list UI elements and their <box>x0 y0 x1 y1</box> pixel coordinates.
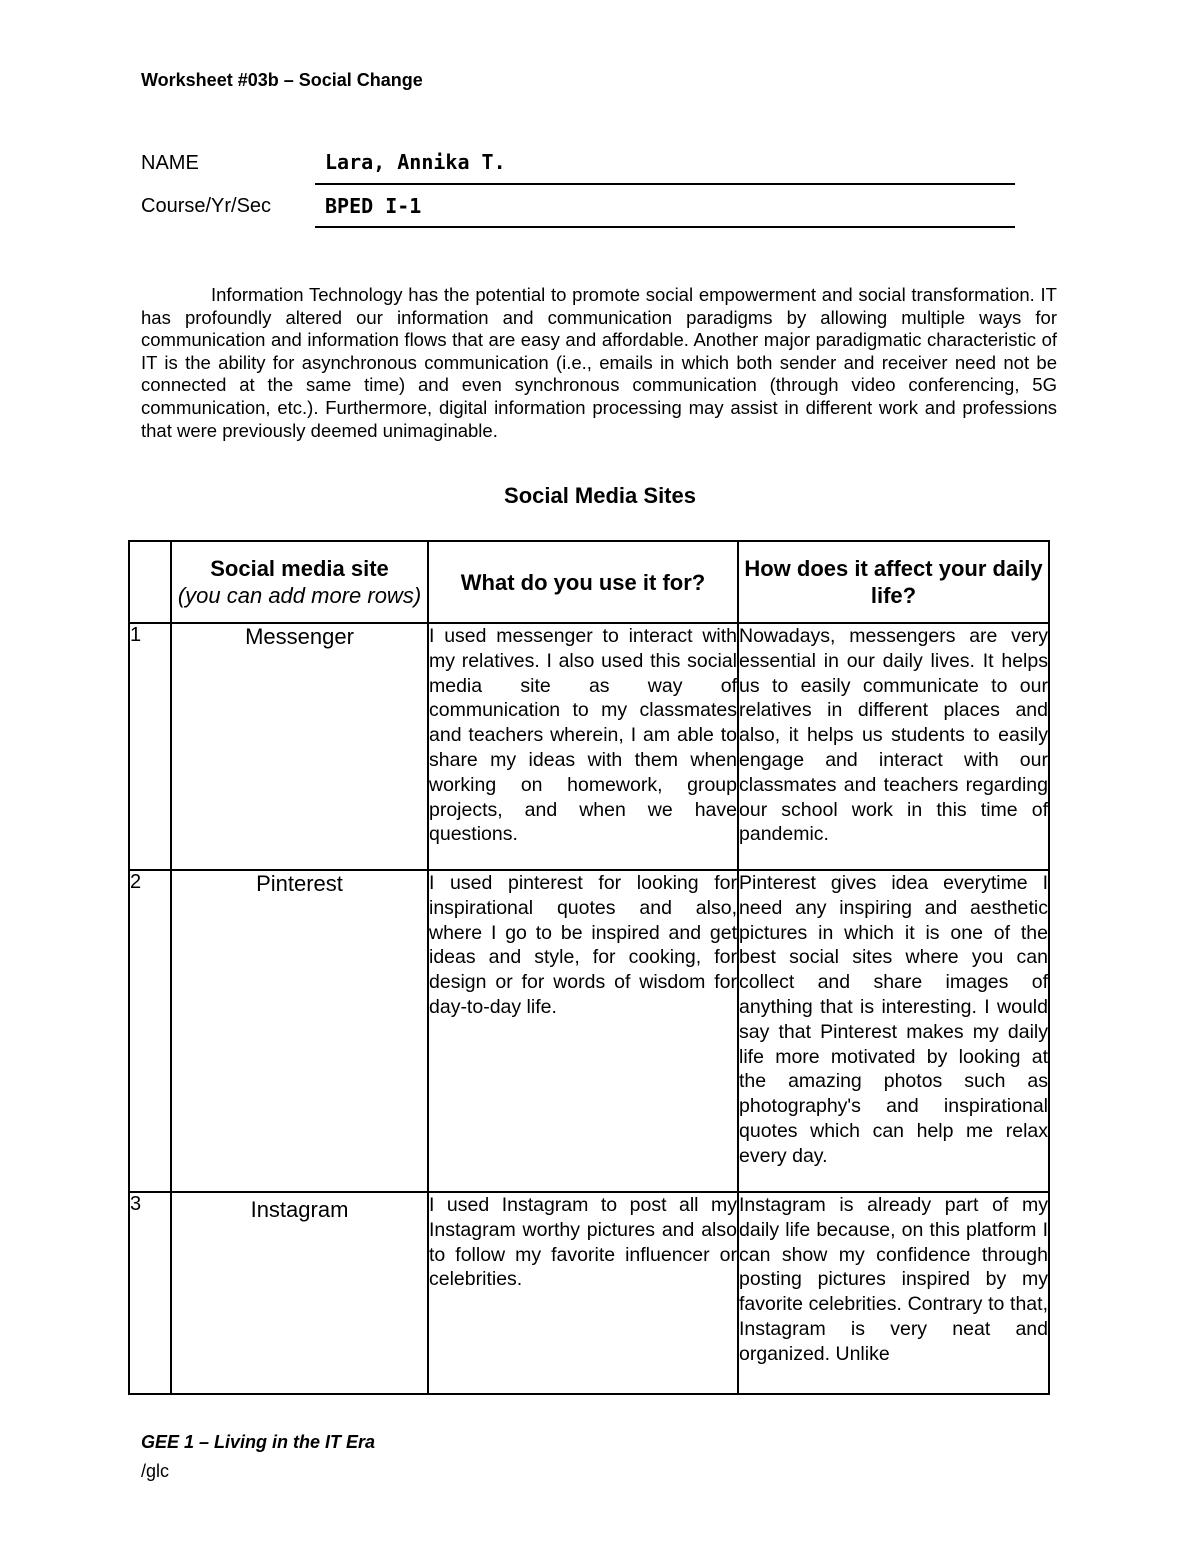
name-label: NAME <box>141 152 199 174</box>
header-effect: How does it affect your daily life? <box>738 541 1049 623</box>
table-row <box>129 623 1049 870</box>
footer-initials: /glc <box>141 1461 170 1481</box>
header-site <box>171 541 428 623</box>
name-value: Lara, Annika T. <box>325 150 506 174</box>
table-header-row <box>129 541 1049 623</box>
row-effect: Pinterest gives idea everytime I need any inspiring and aesthetic pictures in which it is one of the best social sites where you can collect and share images of anything that is interesting. I would say that Pinterest makes my daily life more motivated by looking at the amazing photos such as photography's and inspirational quotes which can help me relax every day. <box>738 870 1049 1192</box>
table-row <box>129 870 1049 1192</box>
row-site: Pinterest <box>171 870 428 1192</box>
footer-course: GEE 1 – Living in the IT Era <box>141 1432 376 1452</box>
row-number: 3 <box>129 1192 171 1394</box>
row-number: 1 <box>129 623 171 870</box>
course-value: BPED I-1 <box>325 194 422 218</box>
row-number: 2 <box>129 870 171 1192</box>
row-effect: Instagram is already part of my daily life because, on this platform I can show my confidence through posting pictures inspired by my favorite celebrities. Contrary to that, Instagram is very neat and organized. Unlike <box>738 1192 1049 1394</box>
row-use: I used pinterest for looking for inspirational quotes and also, where I go to be inspired and get ideas and style, for cooking, for design or for words of wisdom for day-to-day life. <box>428 870 738 1192</box>
header-site-label: Social media site <box>210 556 389 581</box>
section-title: Social Media Sites <box>504 483 696 508</box>
header-number <box>129 541 171 623</box>
table-row <box>129 1192 1049 1394</box>
name-underline <box>315 183 1015 185</box>
header-use: What do you use it for? <box>428 541 738 623</box>
row-use: I used Instagram to post all my Instagram worthy pictures and also to follow my favorite influencer or celebrities. <box>428 1192 738 1394</box>
course-label: Course/Yr/Sec <box>141 195 272 217</box>
social-media-table <box>128 540 1050 1395</box>
row-site: Instagram <box>171 1192 428 1394</box>
row-effect: Nowadays, messengers are very essential in our daily lives. It helps us to easily communicate to our relatives in different places and also, it helps us students to easily engage and interact with our classmates and teachers regarding our school work in this time of pandemic. <box>738 623 1049 870</box>
row-use: I used messenger to interact with my relatives. I also used this social media site as way of communication to my classmates and teachers wherein, I am able to share my ideas with them when working on homework, group projects, and when we have questions. <box>428 623 738 870</box>
intro-paragraph: Information Technology has the potential to promote social empowerment and social transformation. IT has profoundly altered our information and communication paradigms by allowing multiple ways for communication and information flows that are easy and affordable. Another major paradigmatic characteristic of IT is the ability for asynchronous communication (i.e., emails in which both sender and receiver need not be connected at the same time) and even synchronous communication (through video conferencing, 5G communication, etc.). Furthermore, digital information processing may assist in different work and professions that were previously deemed unimaginable. <box>141 284 1057 441</box>
course-underline <box>315 226 1015 228</box>
row-site: Messenger <box>171 623 428 870</box>
header-site-note: (you can add more rows) <box>177 583 422 608</box>
worksheet-title: Worksheet #03b – Social Change <box>141 70 423 90</box>
